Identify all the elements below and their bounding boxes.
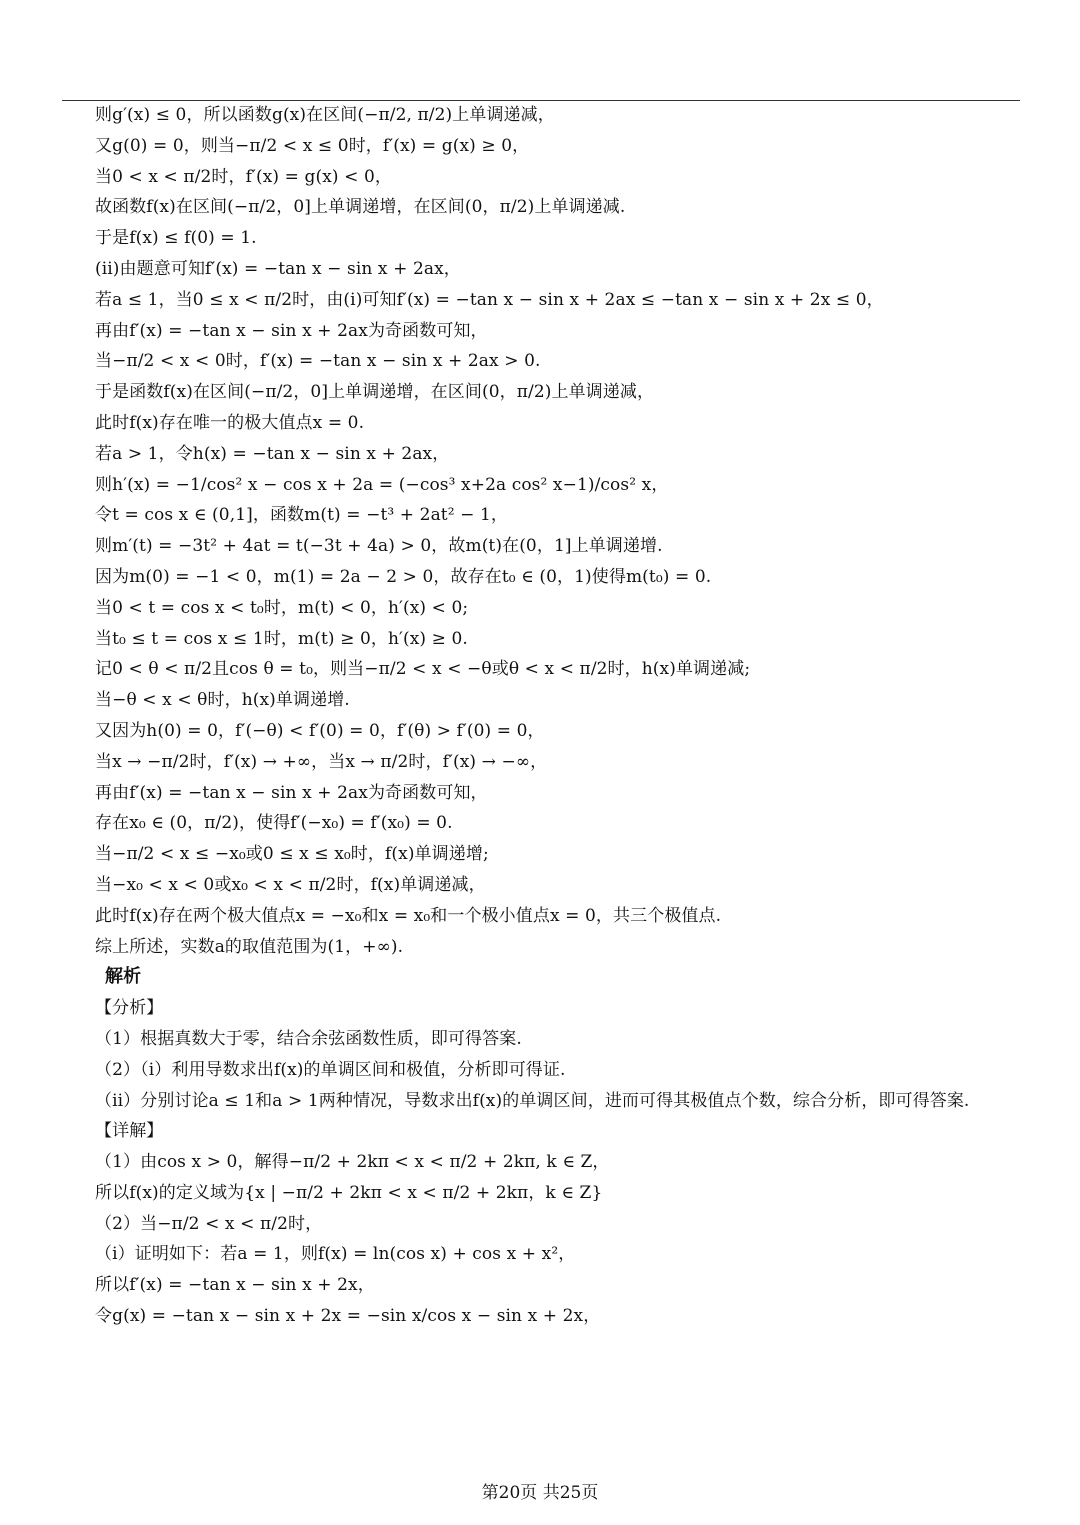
text-line: 所以f(x)的定义域为{x | −π/2 + 2kπ < x < π/2 + 2kπ，k ∈ Z} — [95, 1182, 603, 1203]
text-line: 再由f′(x) = −tan x − sin x + 2ax为奇函数可知， — [95, 320, 488, 341]
text-line: 若a > 1，令h(x) = −tan x − sin x + 2ax， — [95, 443, 450, 464]
section-heading-xiangjie: 【详解】 — [95, 1121, 164, 1142]
text-line: （1）根据真数大于零，结合余弦函数性质，即可得答案. — [95, 1028, 522, 1049]
text-line: 故函数f(x)在区间(−π/2，0]上单调递增，在区间(0，π/2)上单调递减. — [95, 197, 626, 218]
text-line: 存在x₀ ∈ (0，π/2)，使得f′(−x₀) = f′(x₀) = 0. — [95, 813, 453, 834]
section-heading-fenxi: 【分析】 — [95, 998, 164, 1019]
header-rule — [62, 100, 1020, 101]
text-line: 记0 < θ < π/2且cos θ = t₀，则当−π/2 < x < −θ或θ < x < π/2时，h(x)单调递减; — [95, 659, 751, 680]
text-line: 令t = cos x ∈ (0,1]，函数m(t) = −t³ + 2at² − 1， — [95, 505, 509, 526]
text-line: 当−π/2 < x < 0时，f′(x) = −tan x − sin x + 2ax > 0. — [95, 351, 541, 372]
text-line: 所以f′(x) = −tan x − sin x + 2x， — [95, 1275, 375, 1296]
text-line: 再由f′(x) = −tan x − sin x + 2ax为奇函数可知， — [95, 782, 488, 803]
text-line: 此时f(x)存在唯一的极大值点x = 0. — [95, 412, 365, 433]
text-line: 当0 < t = cos x < t₀时，m(t) < 0，h′(x) < 0; — [95, 597, 469, 618]
text-line: 于是函数f(x)在区间(−π/2，0]上单调递增，在区间(0，π/2)上单调递减， — [95, 382, 655, 403]
text-line: 当−x₀ < x < 0或x₀ < x < π/2时，f(x)单调递减， — [95, 874, 486, 895]
text-line: 综上所述，实数a的取值范围为(1，+∞). — [95, 936, 404, 957]
text-line: （i）证明如下：若a = 1，则f(x) = ln(cos x) + cos x + x²， — [95, 1244, 576, 1265]
text-line: 当−π/2 < x ≤ −x₀或0 ≤ x ≤ x₀时，f(x)单调递增; — [95, 844, 489, 865]
page-content — [95, 104, 1045, 1336]
text-line: 当−θ < x < θ时，h(x)单调递增. — [95, 690, 350, 711]
section-heading-jiexi: 解析 — [105, 966, 142, 988]
text-line: （1）由cos x > 0，解得−π/2 + 2kπ < x < π/2 + 2kπ, k ∈ Z， — [95, 1152, 610, 1173]
text-line: 此时f(x)存在两个极大值点x = −x₀和x = x₀和一个极小值点x = 0，共三个极值点. — [95, 905, 722, 926]
text-line: （2）（i）利用导数求出f(x)的单调区间和极值，分析即可得证. — [95, 1059, 566, 1080]
text-line: 当0 < x < π/2时，f′(x) = g(x) < 0， — [95, 166, 392, 187]
text-line: 令g(x) = −tan x − sin x + 2x = −sin x/cos x − sin x + 2x， — [95, 1306, 601, 1327]
text-line: 当t₀ ≤ t = cos x ≤ 1时，m(t) ≥ 0，h′(x) ≥ 0. — [95, 628, 468, 649]
text-line: 若a ≤ 1，当0 ≤ x < π/2时，由(i)可知f′(x) = −tan x − sin x + 2ax ≤ −tan x − sin x + 2x ≤ 0， — [95, 289, 884, 310]
text-line: 则m′(t) = −3t² + 4at = t(−3t + 4a) > 0，故m(t)在(0，1]上单调递增. — [95, 536, 663, 557]
text-line: 则h′(x) = −1/cos² x − cos x + 2a = (−cos³ x+2a cos² x−1)/cos² x， — [95, 474, 669, 495]
text-line: 因为m(0) = −1 < 0，m(1) = 2a − 2 > 0，故存在t₀ ∈ (0，1)使得m(t₀) = 0. — [95, 566, 712, 587]
text-line: 又g(0) = 0，则当−π/2 < x ≤ 0时，f′(x) = g(x) ≥ 0， — [95, 135, 530, 156]
text-line: 则g′(x) ≤ 0，所以函数g(x)在区间(−π/2, π/2)上单调递减， — [95, 105, 555, 125]
page-footer: 第20页 共25页 — [481, 1483, 599, 1503]
text-line: (ii)由题意可知f′(x) = −tan x − sin x + 2ax， — [95, 258, 461, 279]
text-line: （ii）分别讨论a ≤ 1和a > 1两种情况，导数求出f(x)的单调区间，进而可得其极值点个数，综合分析，即可得答案. — [95, 1090, 970, 1111]
text-line: 当x → −π/2时，f′(x) → +∞，当x → π/2时，f′(x) → −∞， — [95, 751, 548, 772]
text-line: 又因为h(0) = 0，f′(−θ) < f′(0) = 0，f′(θ) > f′(0) = 0， — [95, 720, 545, 741]
text-line: （2）当−π/2 < x < π/2时， — [95, 1213, 323, 1234]
text-line: 于是f(x) ≤ f(0) = 1. — [95, 228, 257, 249]
